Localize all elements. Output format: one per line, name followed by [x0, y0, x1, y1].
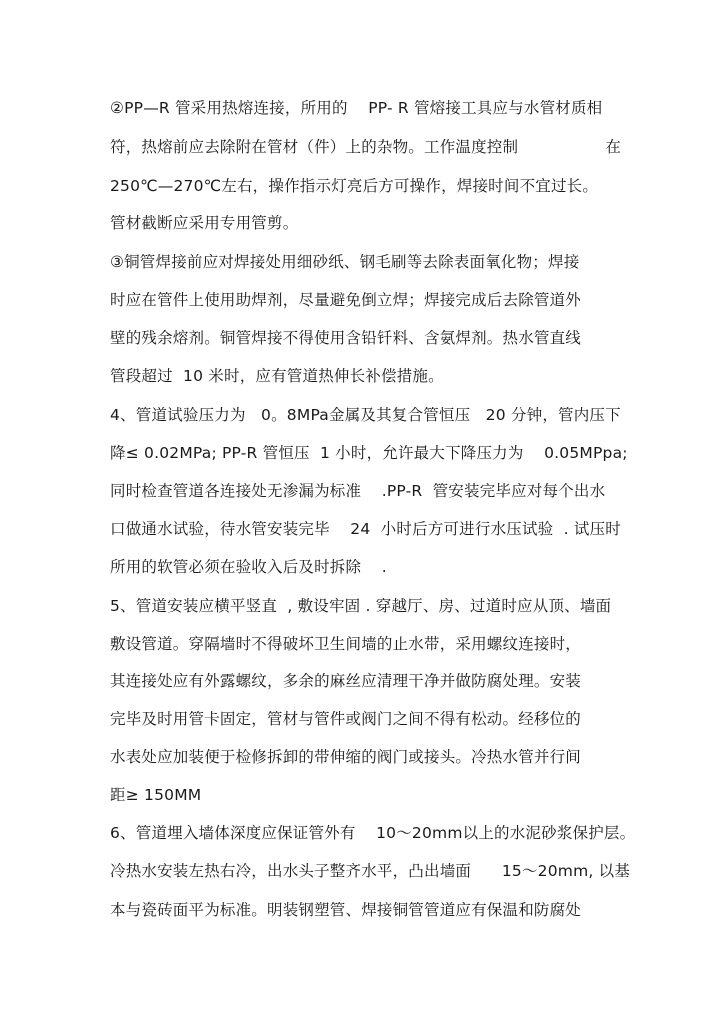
text-line: 冷热水安装左热右冷，出水头子整齐水平，凸出墙面 15～20mm, 以基: [110, 862, 631, 880]
text-line: 完毕及时用管卡固定，管材与管件或阀门之间不得有松动。经移位的: [110, 710, 582, 728]
text-line: ②PP—R 管采用热熔连接，所用的 PP- R 管熔接工具应与水管材质相: [110, 99, 603, 117]
text-line: 所用的软管必须在验收入后及时拆除 .: [110, 558, 387, 576]
text-line: 管材截断应采用专用管剪。: [110, 214, 299, 232]
text-line: 距≥ 150MM: [110, 786, 202, 804]
text-line: 同时检查管道各连接处无渗漏为标准 .PP-R 管安装完毕应对每个出水: [110, 482, 606, 500]
text-line: 管段超过 10 米时，应有管道热伸长补偿措施。: [110, 367, 444, 385]
text-line: 壁的残余熔剂。铜管焊接不得使用含铅钎料、含氨焊剂。热水管直线: [110, 329, 582, 347]
text-line: 本与瓷砖面平为标准。明装钢塑管、焊接铜管管道应有保温和防腐处: [110, 901, 582, 919]
text-line: 降≤ 0.02MPa; PP-R 管恒压 1 小时，允许最大下降压力为 0.05MPpa;: [110, 444, 628, 462]
text-line: 敷设管道。穿隔墙时不得破坏卫生间墙的止水带，采用螺纹连接时，: [110, 635, 582, 653]
text-line: 4、管道试验压力为 0。8MPa金属及其复合管恒压 20 分钟，管内压下: [110, 406, 621, 424]
text-line: 5、管道安装应横平竖直 , 敷设牢固 . 穿越厅、房、过道时应从顶、墙面: [110, 597, 612, 615]
text-line: 250℃—270℃左右，操作指示灯亮后方可操作，焊接时间不宜过长。: [110, 177, 599, 195]
text-line: 符，热熔前应去除附在管材（件）上的杂物。工作温度控制 在: [110, 138, 622, 156]
text-line: 6、管道埋入墙体深度应保证管外有 10～20mm以上的水泥砂浆保护层。: [110, 824, 636, 842]
text-line: 其连接处应有外露螺纹，多余的麻丝应清理干净并做防腐处理。安装: [110, 672, 582, 690]
text-line: 时应在管件上使用助焊剂，尽量避免倒立焊；焊接完成后去除管道外: [110, 291, 582, 309]
text-line: ③铜管焊接前应对焊接处用细砂纸、钢毛刷等去除表面氧化物；焊接: [110, 253, 580, 271]
text-line: 水表处应加装便于检修拆卸的带伸缩的阀门或接头。冷热水管并行间: [110, 748, 582, 766]
text-line: 口做通水试验，待水管安装完毕 24 小时后方可进行水压试验 . 试压时: [110, 520, 621, 538]
